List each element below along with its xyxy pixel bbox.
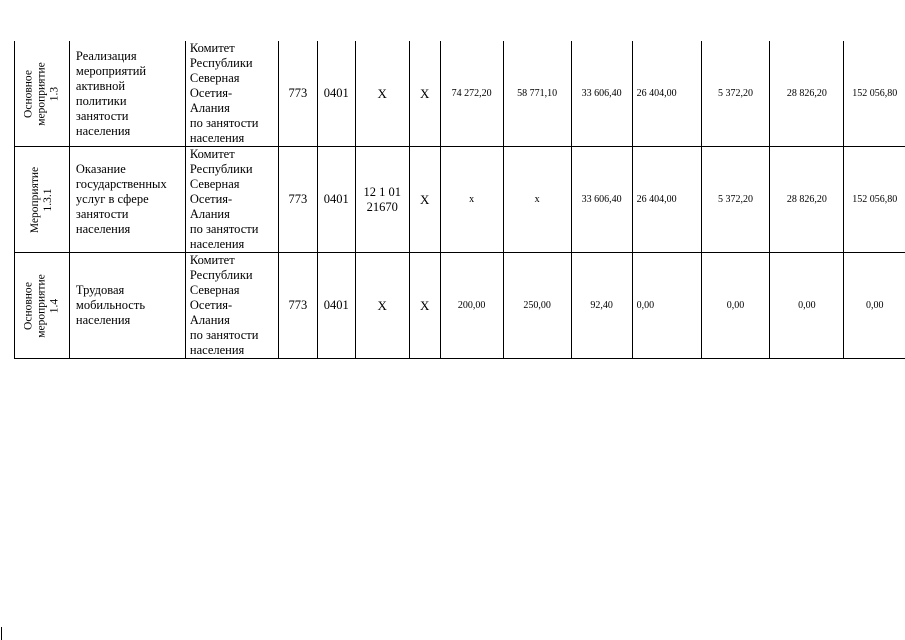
status-label: Основное мероприятие 1.4 <box>22 273 61 338</box>
rzpr-cell: 0401 <box>317 41 355 147</box>
amount-cell-2: 58 771,10 <box>503 41 571 147</box>
amount-cell-3: 33 606,40 <box>571 41 632 147</box>
grbs-cell: 773 <box>278 41 317 147</box>
amount-cell-5: 5 372,20 <box>701 41 770 147</box>
table-row <box>15 41 905 147</box>
budget-table <box>14 41 905 359</box>
amount-cell-6: 28 826,20 <box>770 41 844 147</box>
table-row <box>15 147 905 253</box>
rzpr-cell: 0401 <box>317 253 355 359</box>
amount-cell-total: 152 056,80 <box>844 41 905 147</box>
amount-cell-5: 0,00 <box>701 253 770 359</box>
activity-name-cell: Реализация мероприятий активной политики занятости населения <box>69 41 185 147</box>
amount-cell-1: x <box>440 147 503 253</box>
executor-cell: Комитет Республики Северная Осетия- Алания по занятости населения <box>185 253 278 359</box>
status-label: Основное мероприятие 1.3 <box>22 61 61 126</box>
csr-cell: X <box>355 41 409 147</box>
amount-cell-2: x <box>503 147 571 253</box>
amount-cell-4: 0,00 <box>632 253 701 359</box>
edge-mark <box>1 627 2 640</box>
amount-cell-1: 200,00 <box>440 253 503 359</box>
status-cell <box>15 147 70 253</box>
amount-cell-total: 152 056,80 <box>844 147 905 253</box>
csr-cell: X <box>355 253 409 359</box>
amount-cell-2: 250,00 <box>503 253 571 359</box>
activity-name-cell: Оказание государственных услуг в сфере занятости населения <box>69 147 185 253</box>
vr-cell: X <box>409 147 440 253</box>
csr-cell: 12 1 01 21670 <box>355 147 409 253</box>
amount-cell-3: 92,40 <box>571 253 632 359</box>
executor-cell: Комитет Республики Северная Осетия- Алания по занятости населения <box>185 41 278 147</box>
table-row <box>15 253 905 359</box>
amount-cell-3: 33 606,40 <box>571 147 632 253</box>
rzpr-cell: 0401 <box>317 147 355 253</box>
amount-cell-total: 0,00 <box>844 253 905 359</box>
vr-cell: X <box>409 253 440 359</box>
amount-cell-4: 26 404,00 <box>632 41 701 147</box>
amount-cell-6: 28 826,20 <box>770 147 844 253</box>
activity-name-cell: Трудовая мобильность населения <box>69 253 185 359</box>
amount-cell-1: 74 272,20 <box>440 41 503 147</box>
amount-cell-4: 26 404,00 <box>632 147 701 253</box>
amount-cell-5: 5 372,20 <box>701 147 770 253</box>
vr-cell: X <box>409 41 440 147</box>
status-label: Мероприятие 1.3.1 <box>28 166 54 233</box>
grbs-cell: 773 <box>278 253 317 359</box>
amount-cell-6: 0,00 <box>770 253 844 359</box>
executor-cell: Комитет Республики Северная Осетия- Алания по занятости населения <box>185 147 278 253</box>
status-cell <box>15 41 70 147</box>
status-cell <box>15 253 70 359</box>
grbs-cell: 773 <box>278 147 317 253</box>
